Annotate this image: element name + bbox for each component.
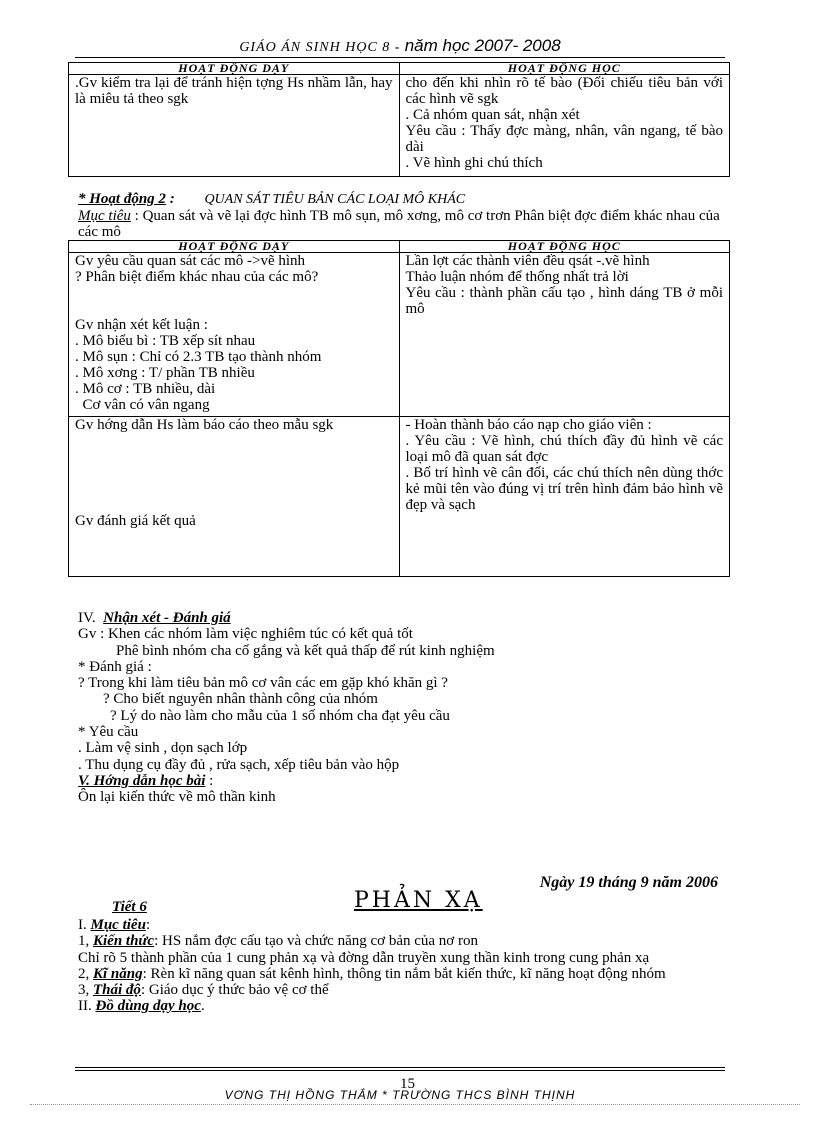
activity1-table bbox=[68, 62, 730, 177]
attitude-line bbox=[78, 982, 728, 998]
section-5-line: Ôn lại kiến thức về mô thần kinh bbox=[78, 789, 276, 806]
table1-header-learn: HOẠT ĐỘNG HỌC bbox=[399, 63, 730, 75]
page-number: 15 bbox=[400, 1076, 415, 1092]
cell-line: Yêu cầu : thành phần cấu tạo , hình dáng TB ở mỗi mô bbox=[405, 285, 723, 317]
table2-header-learn: HOẠT ĐỘNG HỌC bbox=[399, 241, 730, 253]
cell-line: . Vẽ hình ghi chú thích bbox=[405, 155, 543, 171]
section-4-line: Phê bình nhóm cha cố gắng và kết quả thấp để rút kinh nghiệm bbox=[116, 642, 495, 659]
cell-line: . Cả nhóm quan sát, nhận xét bbox=[405, 107, 580, 123]
footer-rule-bottom bbox=[75, 1070, 725, 1071]
header-rule bbox=[75, 57, 725, 58]
section-4-line: ? Trong khi làm tiêu bản mô cơ vân các em gặp khó khăn gì ? bbox=[78, 675, 448, 692]
lesson-number: Tiết 6 bbox=[112, 899, 147, 915]
section-5-colon: : bbox=[205, 772, 214, 789]
knowledge-label: Kiến thức bbox=[93, 933, 155, 950]
attitude-num: 3, bbox=[78, 982, 90, 999]
section-5-title: V. Hớng dẫn học bài bbox=[78, 772, 206, 789]
knowledge-more: Chỉ rõ 5 thành phần của 1 cung phản xạ và đờng dẫn truyền xung thần kinh trong cung phản xạ bbox=[78, 949, 650, 966]
cell-line: cho đến khi nhìn rõ tế bào (Đối chiếu tiêu bản với các hình vẽ sgk bbox=[405, 75, 723, 107]
cell-line bbox=[75, 285, 393, 301]
footer-author: VƠNG THỊ HỒNG THẮM * TRƯỜNG THCS BÌNH THỊNH bbox=[224, 1088, 576, 1102]
cell-line: . Mô biểu bì : TB xếp sít nhau bbox=[75, 333, 256, 349]
materials-title: Đồ dùng dạy học bbox=[95, 998, 201, 1015]
table2-header-teach: HOẠT ĐỘNG DẠY bbox=[69, 241, 400, 253]
skills-num: 2, bbox=[78, 965, 90, 982]
section-4-line: ? Cho biết nguyên nhân thành công của nhóm bbox=[103, 691, 378, 708]
table1-left-cell bbox=[69, 75, 400, 177]
objectives-numeral: I. bbox=[78, 917, 87, 933]
cell-line bbox=[75, 301, 393, 317]
cell-line: . Yêu cầu : Vẽ hình, chú thích đầy đủ hình vẽ các loại mô đã quan sát đợc bbox=[405, 433, 723, 465]
table1-header-teach: HOẠT ĐỘNG DẠY bbox=[69, 63, 400, 75]
skills-text: : Rèn kĩ năng quan sát kênh hình, thông tin nắm bắt kiến thức, kĩ năng hoạt động nhóm bbox=[142, 965, 666, 982]
section-4-heading bbox=[78, 610, 728, 626]
cell-line: .Gv kiểm tra lại để tránh hiện tợng Hs nhầm lẫn, hay là miêu tả theo sgk bbox=[75, 75, 393, 107]
cell-line: Yêu cầu : Thấy đợc màng, nhân, vân ngang, tế bào dài bbox=[405, 123, 723, 155]
cell-line: . Mô xơng : T/ phần TB nhiều bbox=[75, 365, 255, 381]
table2-row1-right bbox=[399, 253, 730, 417]
cell-line: Gv đánh giá kết quả bbox=[75, 513, 196, 529]
section-5-heading bbox=[78, 773, 728, 789]
cell-line: Gv yêu cầu quan sát các mô ->vẽ hình bbox=[75, 253, 306, 269]
materials-heading bbox=[78, 998, 728, 1014]
footer-rule-top bbox=[75, 1067, 725, 1068]
materials-numeral: II. bbox=[78, 998, 92, 1015]
cell-line: . Mô cơ : TB nhiều, dài bbox=[75, 381, 216, 397]
section-4 bbox=[78, 610, 728, 806]
activity2-label: * Hoạt động 2 bbox=[78, 191, 166, 207]
activity2-colon: : bbox=[165, 191, 175, 207]
knowledge-line bbox=[78, 933, 728, 949]
lesson-title: PHẢN XẠ bbox=[354, 888, 483, 913]
section-4-line: * Yêu cầu bbox=[78, 724, 139, 741]
cell-line bbox=[75, 433, 393, 513]
materials-end: . bbox=[200, 998, 205, 1015]
section-4-line: * Đánh giá : bbox=[78, 658, 152, 675]
section-4-line: . Làm vệ sinh , dọn sạch lớp bbox=[78, 740, 248, 757]
cell-line: ? Phân biệt điểm khác nhau của các mô? bbox=[75, 269, 319, 285]
header-subject: GIÁO ÁN SINH HỌC 8 - bbox=[239, 40, 401, 55]
cell-line: - Hoàn thành báo cáo nạp cho giáo viên : bbox=[405, 417, 652, 433]
cell-line: Thảo luận nhóm để thống nhất trả lời bbox=[405, 269, 629, 285]
activity2-title: QUAN SÁT TIÊU BẢN CÁC LOẠI MÔ KHÁC bbox=[204, 192, 466, 207]
section-4-line: . Thu dụng cụ đầy đủ , rửa sạch, xếp tiêu bản vào hộp bbox=[78, 756, 400, 773]
activity2-heading bbox=[78, 191, 728, 208]
cell-line: . Bố trí hình vẽ cân đối, các chú thích nên dùng thớc kẻ mũi tên vào đúng vị trí trên hình đảm bảo hình vẽ đẹp và sạch bbox=[405, 465, 723, 513]
section-4-line: Gv : Khen các nhóm làm việc nghiêm túc có kết quả tốt bbox=[78, 626, 413, 643]
section-4-line: ? Lý do nào làm cho mẫu của 1 số nhóm cha đạt yêu cầu bbox=[110, 707, 450, 724]
table2-row2-right bbox=[399, 417, 730, 577]
cell-line: . Mô sụn : Chỉ có 2.3 TB tạo thành nhóm bbox=[75, 349, 322, 365]
knowledge-text: : HS nắm đợc cấu tạo và chức năng cơ bản của nơ ron bbox=[154, 933, 478, 950]
lesson-date: Ngày 19 tháng 9 năm 2006 bbox=[539, 874, 718, 891]
page-edge-dotted-line bbox=[30, 1104, 800, 1105]
activity2-goal bbox=[78, 208, 728, 240]
section-4-title: Nhận xét - Đánh giá bbox=[103, 610, 231, 626]
attitude-text: : Giáo dục ý thức bảo vệ cơ thể bbox=[140, 982, 329, 999]
skills-label: Kĩ năng bbox=[93, 965, 143, 982]
objectives-title: Mục tiêu bbox=[90, 917, 146, 933]
table2-row2-left bbox=[69, 417, 400, 577]
activity2-table bbox=[68, 240, 730, 577]
activity2-goal-text: : Quan sát và vẽ lại đợc hình TB mô sụn, mô xơng, mô cơ trơn Phân biệt đợc điểm khác nhau của các mô bbox=[78, 208, 720, 240]
attitude-label: Thái độ bbox=[93, 982, 141, 999]
skills-line bbox=[78, 966, 728, 982]
section-4-numeral: IV. bbox=[78, 610, 96, 626]
cell-line: Lần lợt các thành viên đều qsát -.vẽ hình bbox=[405, 253, 650, 269]
cell-line: Gv nhận xét kết luận : bbox=[75, 317, 208, 333]
cell-line: Cơ vân có vân ngang bbox=[75, 397, 210, 413]
objectives-heading bbox=[78, 917, 728, 933]
cell-line: Gv hớng dẫn Hs làm báo cáo theo mẫu sgk bbox=[75, 417, 334, 433]
header-year: năm học 2007- 2008 bbox=[404, 36, 561, 55]
activity2-goal-label: Mục tiêu bbox=[78, 208, 131, 224]
objectives-end: : bbox=[145, 917, 151, 933]
table1-right-cell bbox=[399, 75, 730, 177]
knowledge-num: 1, bbox=[78, 933, 90, 950]
table2-row1-left bbox=[69, 253, 400, 417]
page-header bbox=[75, 36, 725, 58]
lesson-body bbox=[78, 917, 728, 1015]
